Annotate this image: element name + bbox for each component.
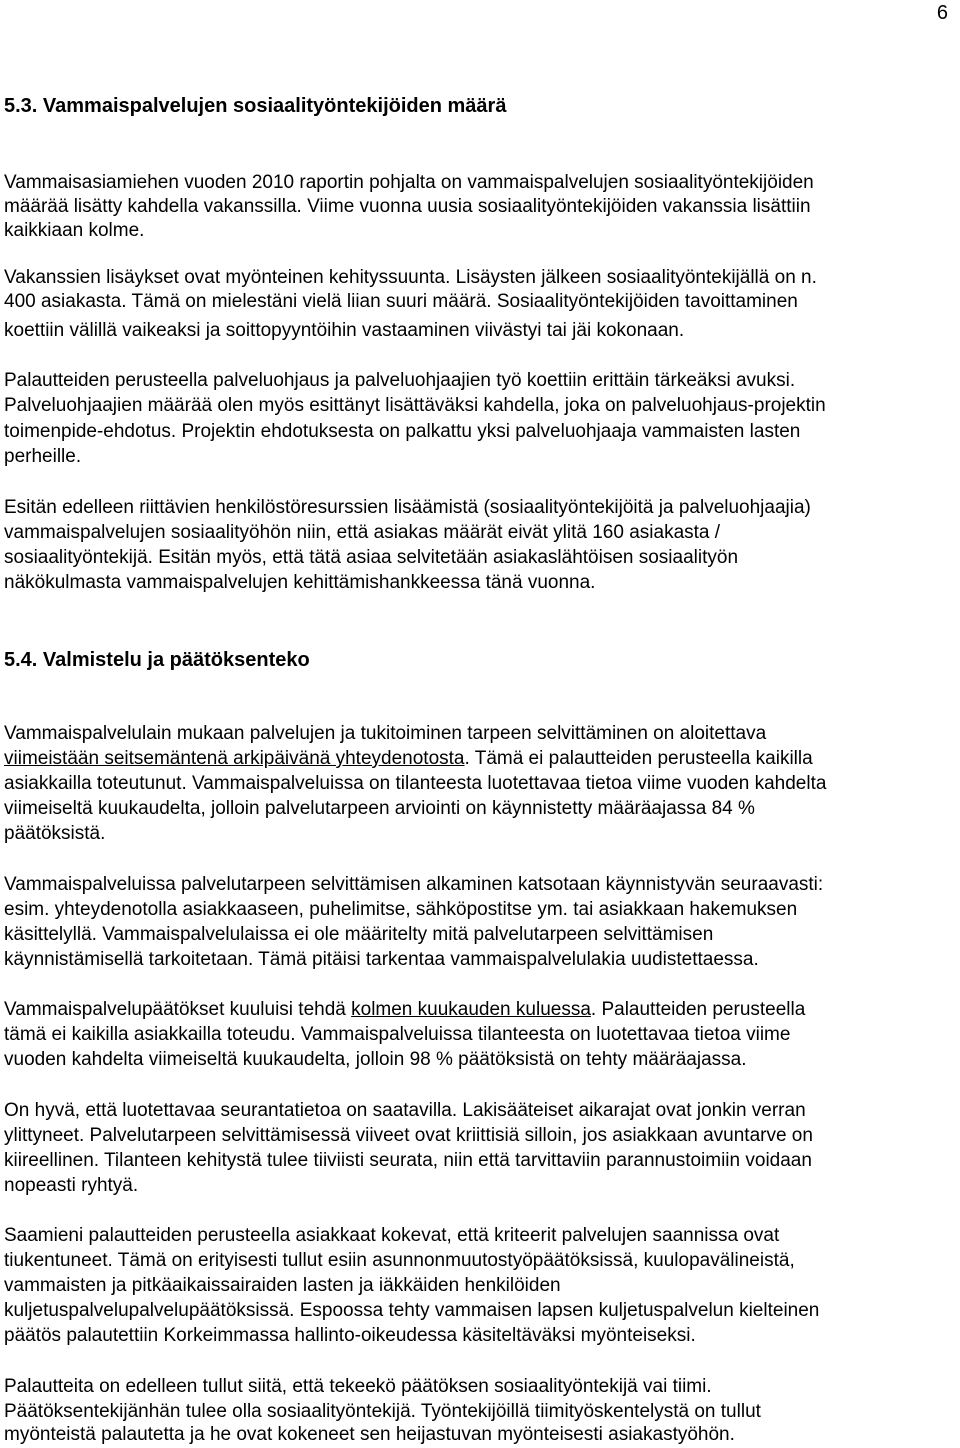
underlined-deadline: viimeistään seitsemäntenä arkipäivänä yhteydenotosta <box>4 748 465 769</box>
paragraph-line: nopeasti ryhtyä. <box>4 1175 139 1196</box>
paragraph-line: Vakanssien lisäykset ovat myönteinen kehityssuunta. Lisäysten jälkeen sosiaalityöntekijällä on n. <box>4 267 817 288</box>
paragraph-line: toimenpide-ehdotus. Projektin ehdotuksesta on palkattu yksi palveluohjaaja vammaisten lasten <box>4 421 801 442</box>
paragraph-line: koettiin välillä vaikeaksi ja soittopyyntöihin vastaaminen viivästyi tai jäi kokonaan. <box>4 320 685 341</box>
paragraph-line: Vammaispalveluissa palvelutarpeen selvittämisen alkaminen katsotaan käynnistyvän seuraavasti: <box>4 874 824 895</box>
underlined-deadline: kolmen kuukauden kuluessa <box>351 999 591 1020</box>
paragraph-line: Vammaisasiamiehen vuoden 2010 raportin pohjalta on vammaispalvelujen sosiaalityöntekijöiden <box>4 172 814 193</box>
paragraph-line: sosiaalityöntekijä. Esitän myös, että tätä asiaa selvitetään asiakaslähtöisen sosiaalityön <box>4 547 739 568</box>
paragraph-line: Vammaispalvelulain mukaan palvelujen ja tukitoiminen tarpeen selvittäminen on aloitettava <box>4 723 767 744</box>
paragraph-line: näkökulmasta vammaispalvelujen kehittämishankkeessa tänä vuonna. <box>4 572 596 593</box>
paragraph-line: myönteistä palautetta ja he ovat kokeneet sen heijastuvan myönteisesti asiakastyöhön. <box>4 1424 735 1445</box>
paragraph-line: On hyvä, että luotettavaa seurantatietoa on saatavilla. Lakisääteiset aikarajat ovat jonkin verran <box>4 1100 806 1121</box>
paragraph-line: Päätöksentekijänhän tulee olla sosiaalityöntekijä. Työntekijöillä tiimityöskentelystä on tullut <box>4 1401 761 1422</box>
paragraph-line: Palautteiden perusteella palveluohjaus ja palveluohjaajien työ koettiin erittäin tärkeäksi avuksi. <box>4 370 796 391</box>
section-heading-5-4: 5.4. Valmistelu ja päätöksenteko <box>4 649 310 671</box>
paragraph-line: tiukentuneet. Tämä on erityisesti tullut esiin asunnonmuutostyöpäätöksissä, kuulopavälineistä, <box>4 1250 795 1271</box>
paragraph-line: vuoden kahdelta viimeiseltä kuukaudelta, jolloin 98 % päätöksistä on tehty määräajassa. <box>4 1049 747 1070</box>
paragraph-line: tämä ei kaikilla asiakkailla toteudu. Vammaispalveluissa tilanteesta on luotettavaa tietoa viime <box>4 1024 791 1045</box>
paragraph-line: asiakkailla toteutunut. Vammaispalveluissa on tilanteesta luotettavaa tietoa viime vuoden kahdelta <box>4 773 827 794</box>
paragraph-line: viimeiseltä kuukaudelta, jolloin palvelutarpeen arviointi on käynnistetty määräajassa 84 % <box>4 798 755 819</box>
text-span: . Tämä ei palautteiden perusteella kaikilla <box>464 748 813 769</box>
paragraph-line: esim. yhteydenotolla asiakkaaseen, puhelimitse, sähköpostitse ym. tai asiakkaan hakemuksen <box>4 899 798 920</box>
paragraph-line: käsittelyllä. Vammaispalvelulaissa ei ole määritelty mitä palvelutarpeen selvittämisen <box>4 924 714 945</box>
paragraph-line: käynnistämisellä tarkoitetaan. Tämä pitäisi tarkentaa vammaispalvelulakia uudistettaessa. <box>4 949 759 970</box>
paragraph-line: kaikkiaan kolme. <box>4 220 145 241</box>
paragraph-line: vammaispalvelujen sosiaalityöhön niin, että asiakas määrät eivät ylitä 160 asiakasta / <box>4 522 721 543</box>
paragraph-line: 400 asiakasta. Tämä on mielestäni vielä liian suuri määrä. Sosiaalityöntekijöiden tavoittaminen <box>4 291 798 312</box>
text-span: Vammaispalvelupäätökset kuuluisi tehdä <box>4 999 352 1020</box>
text-span: . Palautteiden perusteella <box>590 999 806 1020</box>
paragraph-line <box>4 747 813 771</box>
paragraph-line: perheille. <box>4 446 82 467</box>
paragraph-line: Palveluohjaajien määrää olen myös esittänyt lisättäväksi kahdella, joka on palveluohjaus-projektin <box>4 395 826 416</box>
paragraph-line: Esitän edelleen riittävien henkilöstöresurssien lisäämistä (sosiaalityöntekijöitä ja palveluohjaajia) <box>4 497 811 518</box>
paragraph-line: Palautteita on edelleen tullut siitä, että tekeekö päätöksen sosiaalityöntekijä vai tiimi. <box>4 1376 712 1397</box>
paragraph-line: kuljetuspalvelupalvelupäätöksissä. Espoossa tehty vammaisen lapsen kuljetuspalvelun kielteinen <box>4 1300 820 1321</box>
paragraph-line: päätös palautettiin Korkeimmassa hallinto-oikeudessa käsiteltäväksi myönteiseksi. <box>4 1325 696 1346</box>
paragraph-line: kiireellinen. Tilanteen kehitystä tulee tiiviisti seurata, niin että tarvittaviin parannustoimiin voidaan <box>4 1150 812 1171</box>
paragraph-line: ylittyneet. Palvelutarpeen selvittämisessä viiveet ovat kriittisiä silloin, jos asiakkaan avuntarve on <box>4 1125 813 1146</box>
paragraph-line: vammaisten ja pitkäaikaissairaiden lasten ja iäkkäiden henkilöiden <box>4 1275 561 1296</box>
paragraph-line <box>4 998 805 1022</box>
section-heading-5-3: 5.3. Vammaispalvelujen sosiaalityöntekijöiden määrä <box>4 95 507 117</box>
paragraph-line: määrää lisätty kahdella vakanssilla. Viime vuonna uusia sosiaalityöntekijöiden vakanssia lisättiin <box>4 196 811 217</box>
paragraph-line: Saamieni palautteiden perusteella asiakkaat kokevat, että kriteerit palvelujen saannissa ovat <box>4 1225 780 1246</box>
paragraph-line: päätöksistä. <box>4 823 106 844</box>
page-number: 6 <box>936 2 948 24</box>
